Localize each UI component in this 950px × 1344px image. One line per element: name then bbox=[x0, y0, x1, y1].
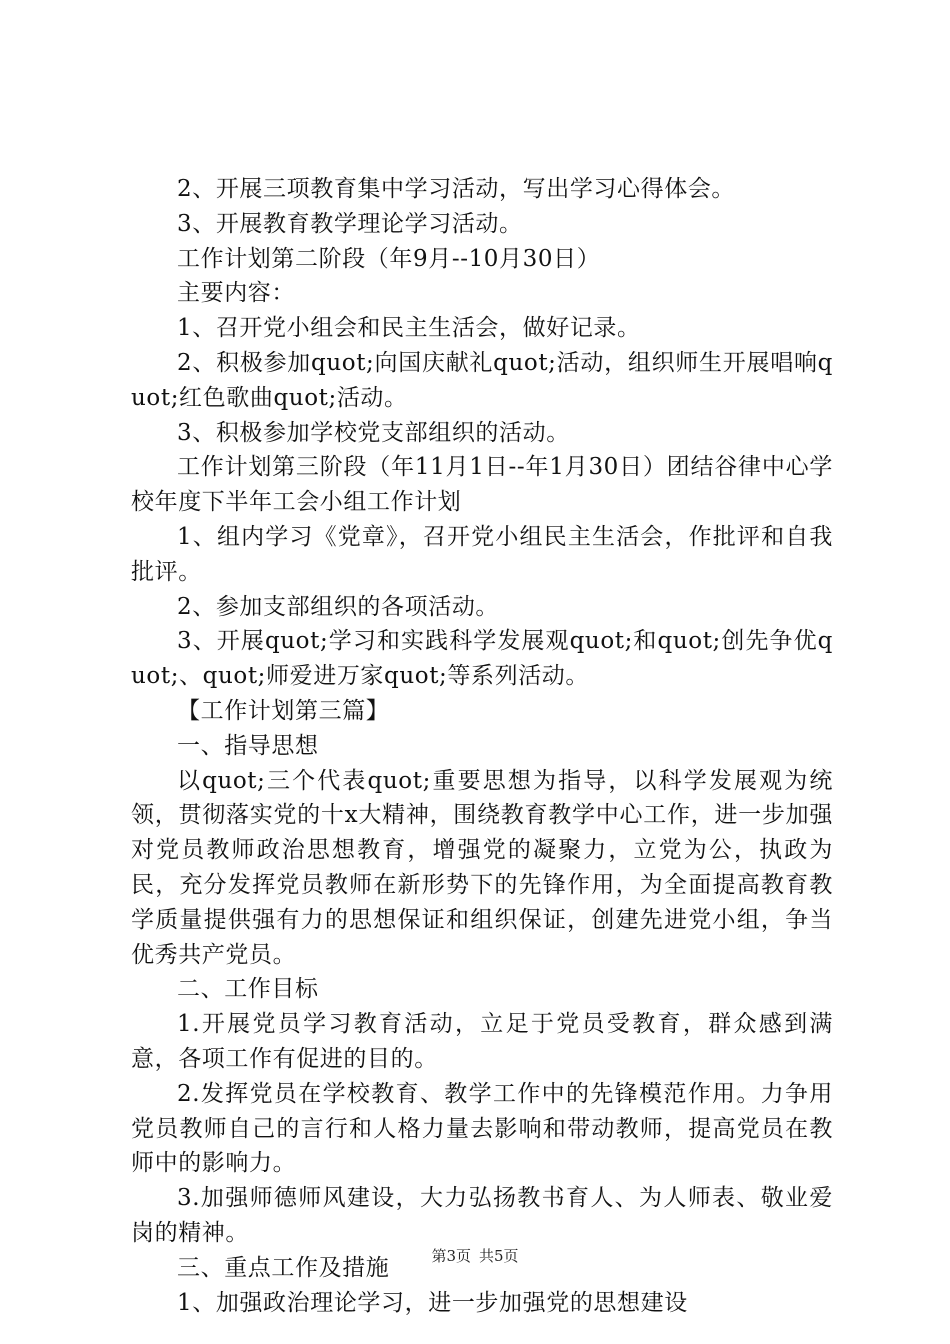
paragraph: 3.加强师德师风建设，大力弘扬教书育人、为人师表、敬业爱岗的精神。 bbox=[131, 1185, 833, 1246]
paragraph: 1、召开党小组会和民主生活会，做好记录。 bbox=[177, 315, 641, 342]
paragraph: 2、开展三项教育集中学习活动，写出学习心得体会。 bbox=[177, 176, 736, 202]
paragraph: 2、参加支部组织的各项活动。 bbox=[177, 593, 500, 620]
paragraph: 2、积极参加quot;向国庆献礼quot;活动，组织师生开展唱响quot;红色歌曲quot;活动。 bbox=[131, 349, 833, 411]
page-number: 第3页 bbox=[431, 1247, 471, 1265]
document-body bbox=[131, 172, 833, 1320]
paragraph: 主要内容： bbox=[177, 280, 295, 307]
section-title: 【工作计划第三篇】 bbox=[177, 697, 390, 724]
paragraph: 以quot;三个代表quot;重要思想为指导，以科学发展观为统领，贯彻落实党的十x大精神，围绕教育教学中心工作，进一步加强对党员教师政治思想教育，增强党的凝聚力，立党为公，执政为民，充分发挥党员教师在新形势下的先锋作用，为全面提高教育教学质量提供强有力的思想保证和组织保证，创建先进党小组，争当优秀共产党员。 bbox=[131, 767, 833, 968]
paragraph: 工作计划第三阶段（年11月1日--年1月30日）团结谷律中心学校年度下半年工会小组工作计划 bbox=[131, 454, 833, 516]
paragraph: 1、加强政治理论学习，进一步加强党的思想建设 bbox=[177, 1289, 688, 1316]
paragraph: 1、组内学习《党章》，召开党小组民主生活会，作批评和自我批评。 bbox=[131, 523, 833, 585]
paragraph: 3、积极参加学校党支部组织的活动。 bbox=[177, 419, 570, 446]
page-footer bbox=[0, 1246, 950, 1266]
section-heading: 三、重点工作及措施 bbox=[177, 1254, 390, 1281]
paragraph: 2.发挥党员在学校教育、教学工作中的先锋模范作用。力争用党员教师自己的言行和人格力量去影响和带动教师，提高党员在教师中的影响力。 bbox=[131, 1080, 833, 1177]
section-heading: 二、工作目标 bbox=[177, 976, 319, 1003]
paragraph: 3、开展quot;学习和实践科学发展观quot;和quot;创先争优quot;、quot;师爱进万家quot;等系列活动。 bbox=[131, 628, 833, 690]
page-total: 共5页 bbox=[479, 1247, 519, 1265]
paragraph: 3、开展教育教学理论学习活动。 bbox=[177, 210, 523, 237]
paragraph: 1.开展党员学习教育活动，立足于党员受教育，群众感到满意，各项工作有促进的目的。 bbox=[131, 1011, 833, 1072]
section-heading: 一、指导思想 bbox=[177, 732, 319, 759]
paragraph: 工作计划第二阶段（年9月--10月30日） bbox=[177, 245, 601, 272]
